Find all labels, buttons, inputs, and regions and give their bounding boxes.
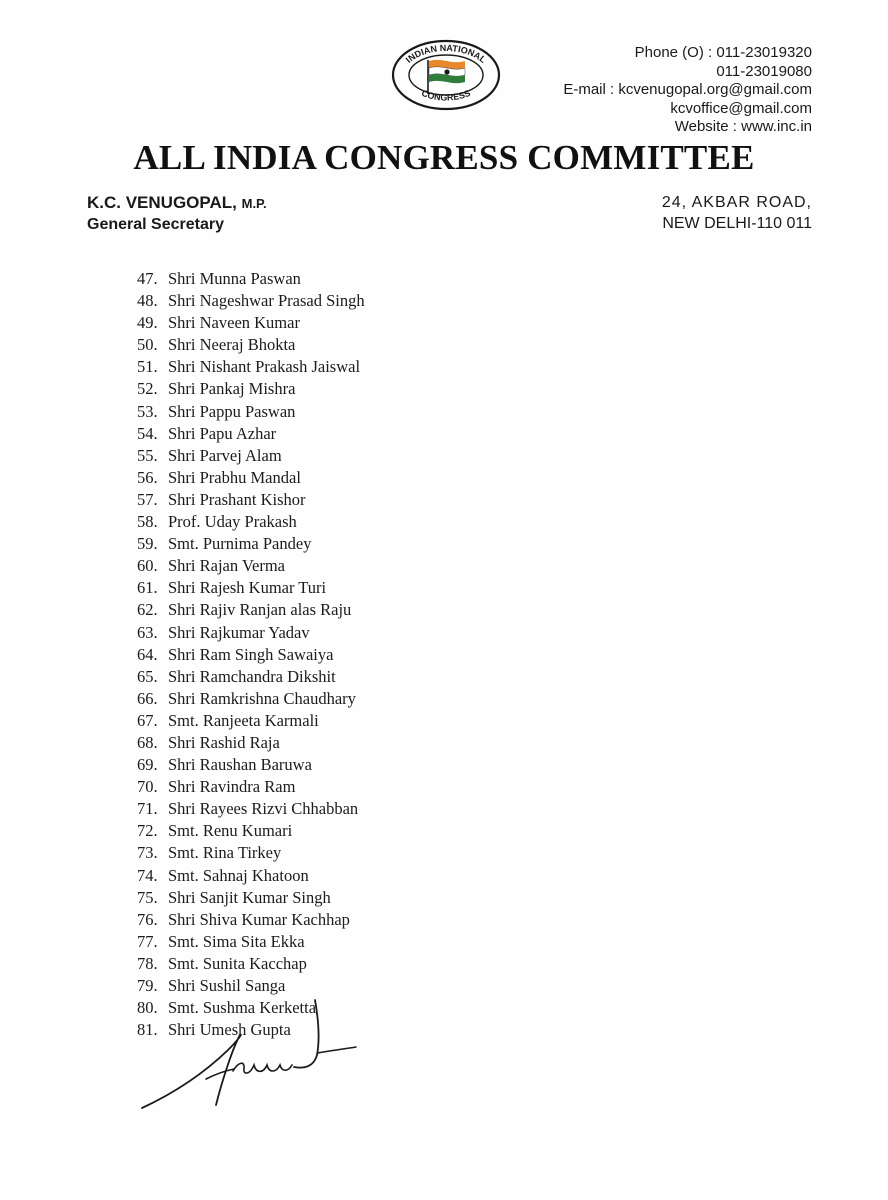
member-name: Shri Rajan Verma (168, 556, 286, 576)
member-number: 61. (137, 578, 158, 598)
sender-suffix: M.P. (241, 196, 267, 211)
member-number: 56. (137, 467, 158, 487)
member-name: Shri Ramkrishna Chaudhary (168, 688, 356, 708)
member-list-item (137, 467, 365, 489)
sender-name: K.C. VENUGOPAL, (87, 193, 237, 212)
member-name: Smt. Ranjeeta Karmali (168, 710, 319, 730)
member-name: Shri Nageshwar Prasad Singh (168, 291, 365, 311)
phone-row (563, 44, 812, 63)
member-name: Shri Munna Paswan (168, 269, 301, 288)
email-row (563, 81, 812, 100)
member-list-item (137, 688, 365, 710)
sender-block (87, 192, 267, 235)
member-name: Shri Rajiv Ranjan alas Raju (168, 600, 352, 620)
member-list-item (137, 555, 365, 577)
member-number: 48. (137, 291, 158, 311)
member-name: Shri Prashant Kishor (168, 489, 306, 509)
member-number: 60. (137, 556, 158, 576)
member-list-item (137, 644, 365, 666)
phone-number-2: 011-23019080 (716, 62, 812, 80)
member-name: Shri Shiva Kumar Kachhap (168, 909, 350, 929)
member-number: 73. (137, 843, 158, 863)
phone-number-1: 011-23019320 (716, 44, 812, 61)
member-list-item (137, 754, 365, 776)
member-name: Smt. Renu Kumari (168, 821, 293, 841)
member-number: 75. (137, 887, 158, 907)
member-number: 80. (137, 998, 158, 1018)
member-number: 64. (137, 644, 158, 664)
website-label: Website : (674, 118, 737, 135)
member-number: 57. (137, 489, 158, 509)
sender-name-row (87, 192, 267, 214)
member-name: Smt. Sunita Kacchap (168, 953, 307, 973)
member-number: 52. (137, 379, 158, 399)
member-name: Shri Pankaj Mishra (168, 379, 296, 399)
member-list-item (137, 445, 365, 467)
member-name: Shri Ramchandra Dikshit (168, 666, 336, 686)
handwritten-signature (130, 995, 360, 1120)
member-number: 58. (137, 512, 158, 532)
member-name: Shri Pappu Paswan (168, 401, 296, 421)
email-row-2 (563, 100, 812, 119)
phone-label: Phone (O) : (634, 44, 713, 61)
member-list-item (137, 577, 365, 599)
member-name: Shri Nishant Prakash Jaiswal (168, 357, 361, 377)
member-list-item (137, 401, 365, 423)
member-number: 69. (137, 755, 158, 775)
address-block (662, 192, 812, 234)
member-name: Shri Raushan Baruwa (168, 755, 312, 775)
member-list-item (137, 776, 365, 798)
member-list-item (137, 865, 365, 887)
logo-text-bottom: CONGRESS (420, 87, 472, 103)
member-name: Smt. Sima Sita Ekka (168, 931, 305, 951)
member-list-item (137, 622, 365, 644)
member-number: 78. (137, 953, 158, 973)
member-list-item (137, 290, 365, 312)
member-name: Shri Sanjit Kumar Singh (168, 887, 331, 907)
address-line-2: NEW DELHI-110 011 (662, 215, 812, 232)
member-number: 79. (137, 976, 158, 995)
member-number: 77. (137, 931, 158, 951)
member-number: 65. (137, 666, 158, 686)
member-name: Smt. Sushma Kerketta (168, 998, 317, 1018)
member-list-item (137, 423, 365, 445)
sender-role: General Secretary (87, 216, 224, 233)
member-name: Shri Naveen Kumar (168, 313, 300, 333)
member-list-item (137, 732, 365, 754)
member-list-item (137, 511, 365, 533)
logo-text-top: INDIAN NATIONAL (403, 42, 489, 65)
email-label: E-mail : (563, 81, 615, 98)
member-number: 54. (137, 423, 158, 443)
member-list-item (137, 334, 365, 356)
member-number: 53. (137, 401, 158, 421)
member-number: 47. (137, 269, 158, 288)
member-list-item (137, 931, 365, 953)
member-list-item (137, 798, 365, 820)
member-list-item (137, 268, 365, 290)
member-number: 59. (137, 534, 158, 554)
address-line-1: 24, AKBAR ROAD, (661, 194, 812, 211)
member-number: 72. (137, 821, 158, 841)
member-list-item (137, 356, 365, 378)
member-number: 67. (137, 710, 158, 730)
member-name: Prof. Uday Prakash (168, 512, 297, 532)
hand-symbol-icon (444, 69, 449, 74)
member-list-item (137, 378, 365, 400)
contact-block (563, 44, 812, 137)
member-number: 55. (137, 445, 158, 465)
email-1[interactable]: kcvenugopal.org@gmail.com (618, 81, 812, 98)
member-number: 50. (137, 335, 158, 355)
website-link[interactable]: www.inc.in (741, 118, 812, 135)
member-name: Shri Rayees Rizvi Chhabban (168, 799, 359, 819)
member-number: 63. (137, 622, 158, 642)
member-name: Shri Neeraj Bhokta (168, 335, 296, 355)
member-list-item (137, 666, 365, 688)
member-number: 68. (137, 732, 158, 752)
member-number: 76. (137, 909, 158, 929)
member-list-item (137, 312, 365, 334)
member-list-item (137, 909, 365, 931)
member-name: Shri Ram Singh Sawaiya (168, 644, 334, 664)
website-row (563, 118, 812, 137)
member-list-item (137, 599, 365, 621)
phone-row-2 (563, 63, 812, 82)
member-number: 51. (137, 357, 158, 377)
email-2[interactable]: kcvoffice@gmail.com (670, 99, 812, 117)
member-number: 70. (137, 777, 158, 797)
member-name: Smt. Rina Tirkey (168, 843, 282, 863)
member-number: 66. (137, 688, 158, 708)
member-list-item (137, 489, 365, 511)
member-list-item (137, 710, 365, 732)
member-name: Smt. Sahnaj Khatoon (168, 865, 309, 885)
member-list-item (137, 820, 365, 842)
member-name: Shri Rajkumar Yadav (168, 622, 310, 642)
member-name: Shri Sushil Sanga (168, 976, 286, 995)
member-name: Shri Rajesh Kumar Turi (168, 578, 327, 598)
congress-logo (390, 38, 502, 112)
member-name: Shri Rashid Raja (168, 732, 280, 752)
member-list-item (137, 887, 365, 909)
committee-title: ALL INDIA CONGRESS COMMITTEE (133, 138, 755, 177)
member-number: 49. (137, 313, 158, 333)
member-list (137, 268, 365, 1041)
member-name: Shri Ravindra Ram (168, 777, 296, 797)
member-number: 74. (137, 865, 158, 885)
member-list-item (137, 953, 365, 975)
member-number: 62. (137, 600, 158, 620)
member-list-item (137, 842, 365, 864)
member-number: 71. (137, 799, 158, 819)
member-name: Shri Parvej Alam (168, 445, 282, 465)
member-list-item (137, 533, 365, 555)
member-number: 81. (137, 1020, 158, 1040)
member-name: Shri Umesh Gupta (168, 1020, 291, 1040)
member-name: Shri Papu Azhar (168, 423, 277, 443)
member-name: Shri Prabhu Mandal (168, 467, 301, 487)
member-list-item (137, 975, 365, 997)
member-name: Smt. Purnima Pandey (168, 534, 312, 554)
